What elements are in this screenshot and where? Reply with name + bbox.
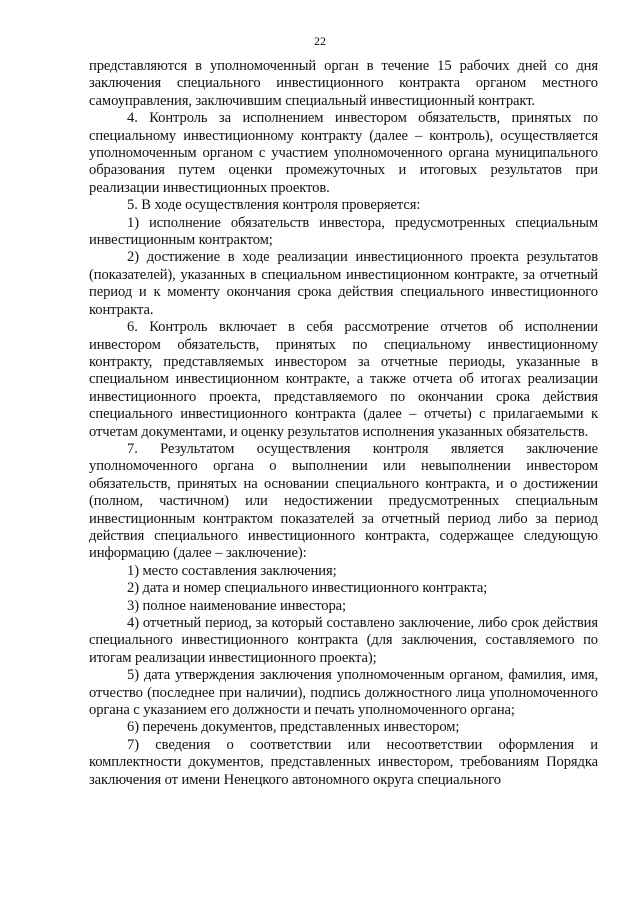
list-item-5-1: 1) исполнение обязательств инвестора, предусмотренных специальным инвестиционным контрактом; [89,214,598,249]
list-item-7-6: 6) перечень документов, представленных инвестором; [127,719,460,736]
paragraph-7: 7. Результатом осуществления контроля является заключение уполномоченного органа о выполнении или невыполнении инвестором обязательств, принятых на основании специального контракта, и о достижении (полном, частичном) или недостижении предусмотренных специальным инвестиционным контрактом показателей за отчетный период либо за период действия специального инвестиционного контракта, содержащее следующую информацию (далее – заключение): [89,440,598,562]
list-item-7-1: 1) место составления заключения; [127,562,337,579]
paragraph-4: 4. Контроль за исполнением инвестором обязательств, принятых по специальному инвестиционному контракту (далее – контроль), осуществляется уполномоченным органом с участием уполномоченного органа муниципального образования путем оценки промежуточных и итоговых результатов при реализации инвестиционных проектов. [89,110,598,196]
paragraph-6: 6. Контроль включает в себя рассмотрение отчетов об исполнении инвестором обязательств, принятых по специальному инвестиционному контракту, представляемых инвестором за отчетные периоды, указанные в специальном инвестиционном контракте, а также отчета об итогах реализации инвестиционного проекта, представляемого по окончании срока действия специального инвестиционного контракта (далее – отчеты) с прилагаемыми к отчетам документами, и оценку результатов исполнения указанных обязательств. [89,319,598,440]
document-body [89,58,598,789]
list-item-7-3: 3) полное наименование инвестора; [127,597,347,614]
list-item-5-2: 2) достижение в ходе реализации инвестиционного проекта результатов (показателей), указанных в специальном инвестиционном контракте, за отчетный период и к моменту окончания срока действия специального инвестиционного контракта. [89,249,598,318]
page-number: 22 [314,34,326,48]
list-item-7-2: 2) дата и номер специального инвестиционного контракта; [127,580,488,597]
paragraph-5: 5. В ходе осуществления контроля проверяется: [127,197,421,214]
paragraph-intro: представляются в уполномоченный орган в течение 15 рабочих дней со дня заключения специального инвестиционного контракта органом местного самоуправления, заключившим специальный инвестиционный контракт. [89,58,598,109]
list-item-7-5: 5) дата утверждения заключения уполномоченным органом, фамилия, имя, отчество (последнее при наличии), подпись должностного лица уполномоченного органа с указанием его должности и печать уполномоченного органа; [89,667,598,719]
list-item-7-7: 7) сведения о соответствии или несоответствии оформления и комплектности документов, представленных инвестором, требованиям Порядка заключения от имени Ненецкого автономного округа специального [89,736,598,788]
list-item-7-4: 4) отчетный период, за который составлено заключение, либо срок действия специального инвестиционного контракта (для заключения, составляемого по итогам реализации инвестиционного проекта); [89,615,598,666]
